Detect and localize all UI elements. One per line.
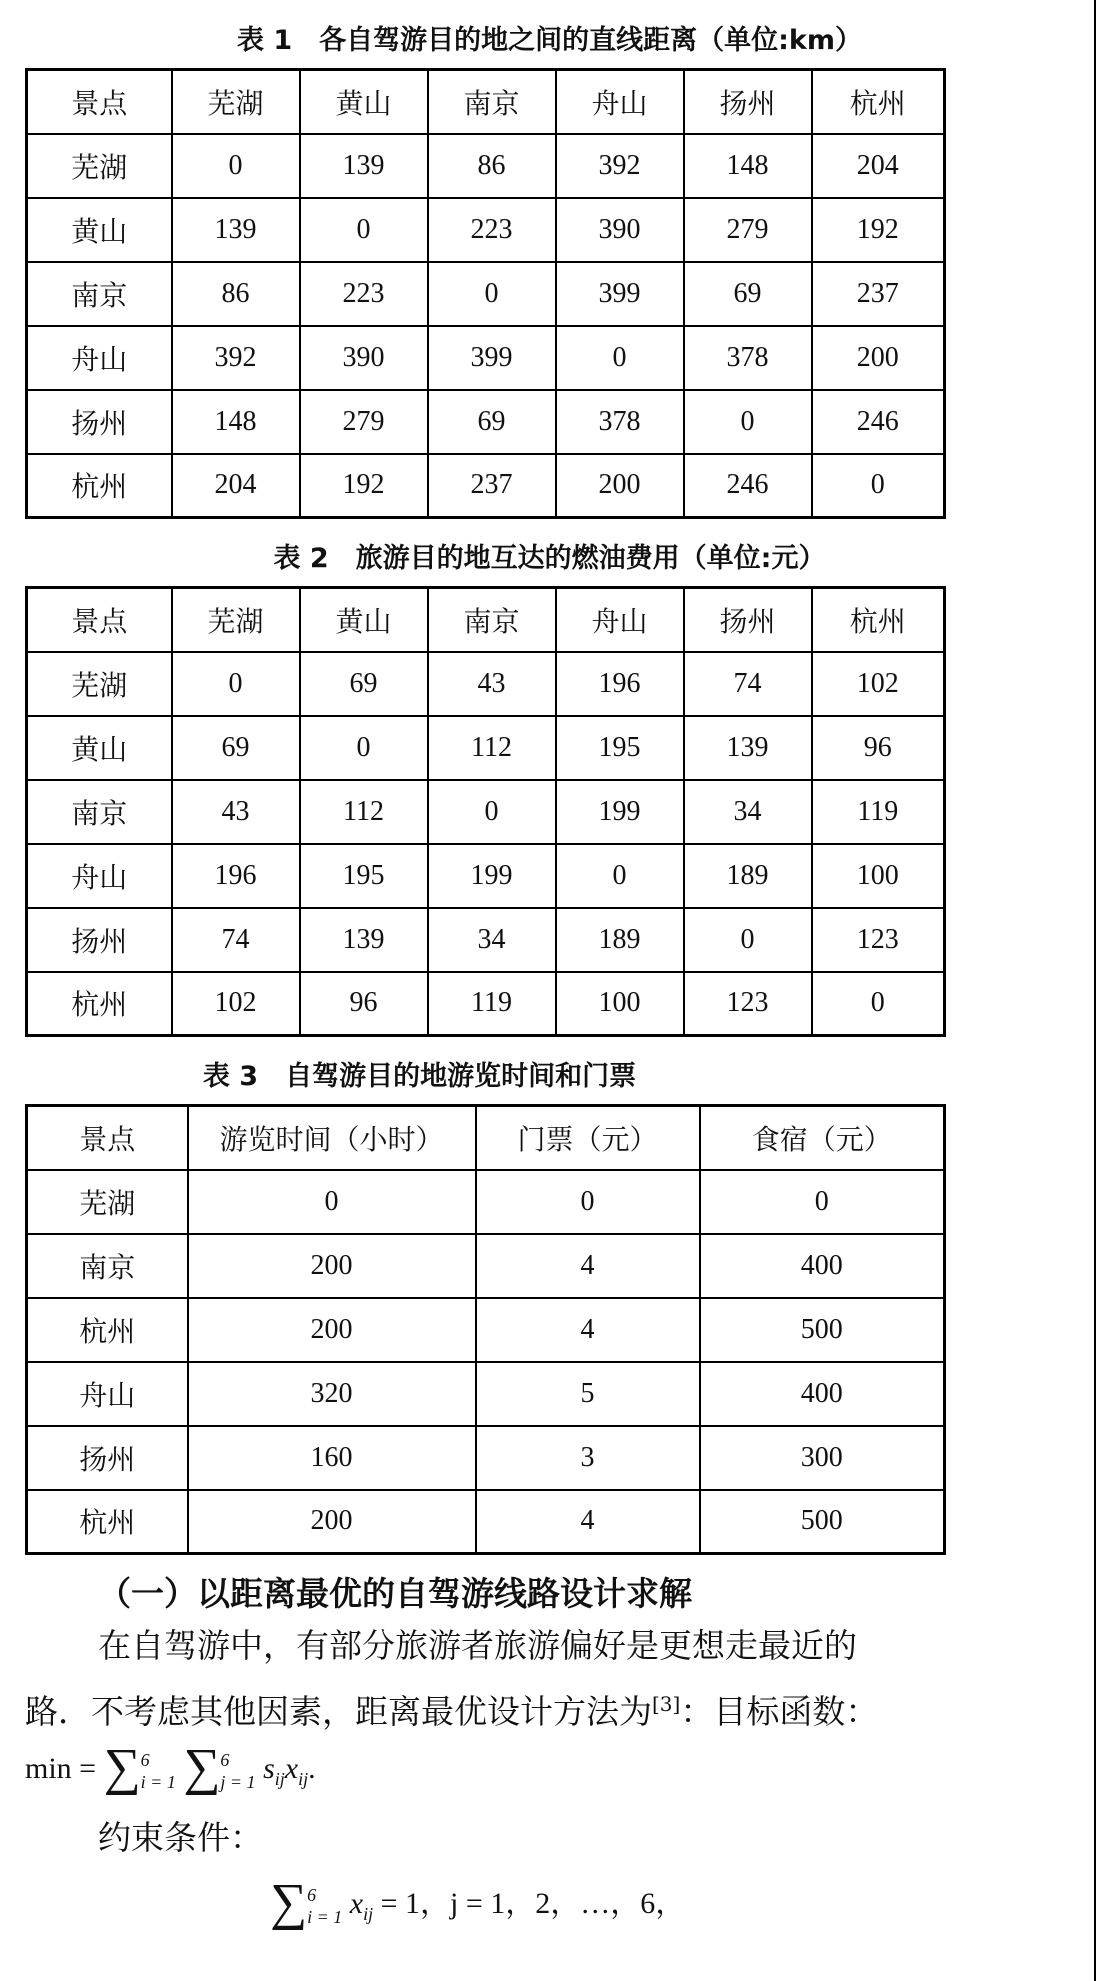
column-header: 舟山 (556, 70, 684, 134)
table-row (27, 652, 945, 716)
table-cell: 34 (684, 780, 812, 844)
row-label: 扬州 (27, 1426, 188, 1490)
table-cell: 0 (188, 1170, 476, 1234)
sum2-upper: 6 (220, 1750, 230, 1771)
table-cell: 123 (684, 972, 812, 1036)
table-cell: 69 (172, 716, 300, 780)
citation-ref: [3] (652, 1692, 681, 1716)
table-cell: 34 (428, 908, 556, 972)
table3-caption: 表 3 自驾游目的地游览时间和门票 (202, 1061, 637, 1092)
table-row (27, 780, 945, 844)
table-row (27, 1234, 945, 1298)
table-cell: 0 (428, 262, 556, 326)
c-x-sub: ij (363, 1904, 374, 1924)
table-cell: 0 (172, 652, 300, 716)
table-cell: 119 (428, 972, 556, 1036)
table-cell: 200 (188, 1490, 476, 1554)
table-cell: 43 (172, 780, 300, 844)
table-cell: 500 (700, 1298, 945, 1362)
table-cell: 399 (428, 326, 556, 390)
table-cell: 148 (172, 390, 300, 454)
visit-time-table (25, 1104, 946, 1555)
row-label: 扬州 (27, 390, 172, 454)
row-label: 南京 (27, 780, 172, 844)
table-cell: 279 (300, 390, 428, 454)
table-cell: 139 (684, 716, 812, 780)
table-cell: 246 (812, 390, 945, 454)
table-cell: 100 (812, 844, 945, 908)
table-row (27, 454, 945, 518)
table-cell: 189 (556, 908, 684, 972)
table-cell: 320 (188, 1362, 476, 1426)
table-cell: 0 (812, 972, 945, 1036)
table-cell: 0 (556, 326, 684, 390)
table-row (27, 1170, 945, 1234)
table-cell: 237 (428, 454, 556, 518)
term-x: x (284, 1752, 299, 1785)
row-label: 黄山 (27, 716, 172, 780)
table-cell: 223 (428, 198, 556, 262)
table-cell: 4 (476, 1298, 700, 1362)
column-header: 扬州 (684, 588, 812, 652)
column-header: 门票（元） (476, 1106, 700, 1170)
table-header-row (27, 70, 945, 134)
table-cell: 392 (556, 134, 684, 198)
table-row (27, 134, 945, 198)
table-cell: 69 (300, 652, 428, 716)
column-header: 南京 (428, 70, 556, 134)
c-rest: = 1，j = 1，2，…，6， (373, 1887, 686, 1920)
table-cell: 390 (556, 198, 684, 262)
row-label: 芜湖 (27, 1170, 188, 1234)
table-cell: 148 (684, 134, 812, 198)
column-header: 景点 (27, 70, 172, 134)
table-cell: 204 (812, 134, 945, 198)
term-s: s (263, 1752, 275, 1785)
table-cell: 0 (684, 390, 812, 454)
column-header: 南京 (428, 588, 556, 652)
table-cell: 196 (556, 652, 684, 716)
distance-table (25, 68, 946, 519)
sum1-lower: i = 1 (140, 1772, 176, 1793)
table-cell: 139 (300, 908, 428, 972)
table-row (27, 1362, 945, 1426)
table-cell: 378 (684, 326, 812, 390)
table-row (27, 716, 945, 780)
row-label: 杭州 (27, 1490, 188, 1554)
table1-caption: 表 1 各自驾游目的地之间的直线距离（单位:km） (236, 25, 863, 56)
table-cell: 0 (812, 454, 945, 518)
table-row (27, 262, 945, 326)
table-cell: 223 (300, 262, 428, 326)
table-cell: 86 (172, 262, 300, 326)
row-label: 芜湖 (27, 652, 172, 716)
table-row (27, 198, 945, 262)
table-cell: 160 (188, 1426, 476, 1490)
table-cell: 300 (700, 1426, 945, 1490)
table-cell: 200 (556, 454, 684, 518)
table-cell: 96 (300, 972, 428, 1036)
table-cell: 279 (684, 198, 812, 262)
c-x: x (349, 1887, 364, 1920)
constraint-equation (270, 1874, 686, 1937)
table-cell: 399 (556, 262, 684, 326)
table-cell: 195 (556, 716, 684, 780)
table-cell: 400 (700, 1362, 945, 1426)
table-cell: 69 (428, 390, 556, 454)
column-header: 扬州 (684, 70, 812, 134)
row-label: 南京 (27, 1234, 188, 1298)
table-row (27, 1426, 945, 1490)
table-cell: 200 (188, 1298, 476, 1362)
table2-caption: 表 2 旅游目的地互达的燃油费用（单位:元） (273, 543, 826, 574)
table-cell: 69 (684, 262, 812, 326)
sum1-upper: 6 (140, 1750, 150, 1771)
constraint-sum-symbol: ∑ (270, 1874, 308, 1931)
objective-prefix: min = (25, 1752, 104, 1785)
table-header-row (27, 1106, 945, 1170)
paragraph-line-1 (98, 1623, 857, 1669)
table-cell: 0 (556, 844, 684, 908)
table-cell: 0 (476, 1170, 700, 1234)
column-header: 黄山 (300, 70, 428, 134)
table-row (27, 390, 945, 454)
sum2-lower: j = 1 (220, 1772, 256, 1793)
para-line2-a: 路．不考虑其他因素，距离最优设计方法为 (25, 1692, 652, 1731)
term-x-sub: ij (298, 1769, 309, 1789)
c-sum-upper: 6 (307, 1885, 317, 1906)
table-cell: 246 (684, 454, 812, 518)
row-label: 芜湖 (27, 134, 172, 198)
column-header: 杭州 (812, 70, 945, 134)
table-cell: 199 (556, 780, 684, 844)
table-row (27, 844, 945, 908)
table-cell: 237 (812, 262, 945, 326)
table-row (27, 908, 945, 972)
table-cell: 119 (812, 780, 945, 844)
para-line2-b: ：目标函数： (680, 1692, 879, 1731)
column-header: 芜湖 (172, 70, 300, 134)
table-cell: 199 (428, 844, 556, 908)
row-label: 黄山 (27, 198, 172, 262)
table-cell: 0 (300, 716, 428, 780)
table-cell: 96 (812, 716, 945, 780)
table-cell: 200 (812, 326, 945, 390)
table-cell: 189 (684, 844, 812, 908)
table-cell: 0 (684, 908, 812, 972)
table-cell: 86 (428, 134, 556, 198)
c-sum-lower: i = 1 (307, 1907, 343, 1928)
table-cell: 0 (172, 134, 300, 198)
row-label: 舟山 (27, 326, 172, 390)
table-cell: 43 (428, 652, 556, 716)
page-edge-line (1094, 0, 1096, 1981)
table-cell: 400 (700, 1234, 945, 1298)
column-header: 食宿（元） (700, 1106, 945, 1170)
table-row (27, 1490, 945, 1554)
objective-function (25, 1739, 316, 1802)
table-cell: 0 (428, 780, 556, 844)
table-cell: 0 (300, 198, 428, 262)
section-heading: （一）以距离最优的自驾游线路设计求解 (98, 1574, 692, 1613)
table-cell: 192 (812, 198, 945, 262)
table-cell: 100 (556, 972, 684, 1036)
term-end: . (308, 1752, 316, 1785)
constraint-label: 约束条件： (98, 1818, 263, 1857)
table-cell: 392 (172, 326, 300, 390)
row-label: 扬州 (27, 908, 172, 972)
sum-symbol-1: ∑ (103, 1739, 141, 1796)
table-cell: 4 (476, 1490, 700, 1554)
table-cell: 102 (172, 972, 300, 1036)
row-label: 杭州 (27, 972, 172, 1036)
table-header-row (27, 588, 945, 652)
sum-symbol-2: ∑ (183, 1739, 221, 1796)
table-cell: 102 (812, 652, 945, 716)
term-s-sub: ij (274, 1769, 285, 1789)
row-label: 舟山 (27, 1362, 188, 1426)
table-cell: 500 (700, 1490, 945, 1554)
table-cell: 390 (300, 326, 428, 390)
table-cell: 204 (172, 454, 300, 518)
table-cell: 5 (476, 1362, 700, 1426)
column-header: 芜湖 (172, 588, 300, 652)
column-header: 杭州 (812, 588, 945, 652)
table-row (27, 972, 945, 1036)
table-cell: 112 (428, 716, 556, 780)
para-line1-text: 在自驾游中，有部分旅游者旅游偏好是更想走最近的 (98, 1626, 857, 1665)
table-cell: 195 (300, 844, 428, 908)
table-cell: 112 (300, 780, 428, 844)
fuel-cost-table (25, 586, 946, 1037)
table-cell: 4 (476, 1234, 700, 1298)
paragraph-line-2 (25, 1681, 878, 1735)
table-cell: 200 (188, 1234, 476, 1298)
column-header: 景点 (27, 588, 172, 652)
table-cell: 3 (476, 1426, 700, 1490)
table-cell: 139 (300, 134, 428, 198)
table-cell: 0 (700, 1170, 945, 1234)
table-cell: 74 (172, 908, 300, 972)
row-label: 舟山 (27, 844, 172, 908)
table-cell: 192 (300, 454, 428, 518)
row-label: 南京 (27, 262, 172, 326)
column-header: 舟山 (556, 588, 684, 652)
table-cell: 378 (556, 390, 684, 454)
column-header: 景点 (27, 1106, 188, 1170)
row-label: 杭州 (27, 1298, 188, 1362)
table-cell: 196 (172, 844, 300, 908)
table-row (27, 1298, 945, 1362)
table-row (27, 326, 945, 390)
row-label: 杭州 (27, 454, 172, 518)
table-cell: 139 (172, 198, 300, 262)
table-cell: 123 (812, 908, 945, 972)
column-header: 黄山 (300, 588, 428, 652)
column-header: 游览时间（小时） (188, 1106, 476, 1170)
table-cell: 74 (684, 652, 812, 716)
